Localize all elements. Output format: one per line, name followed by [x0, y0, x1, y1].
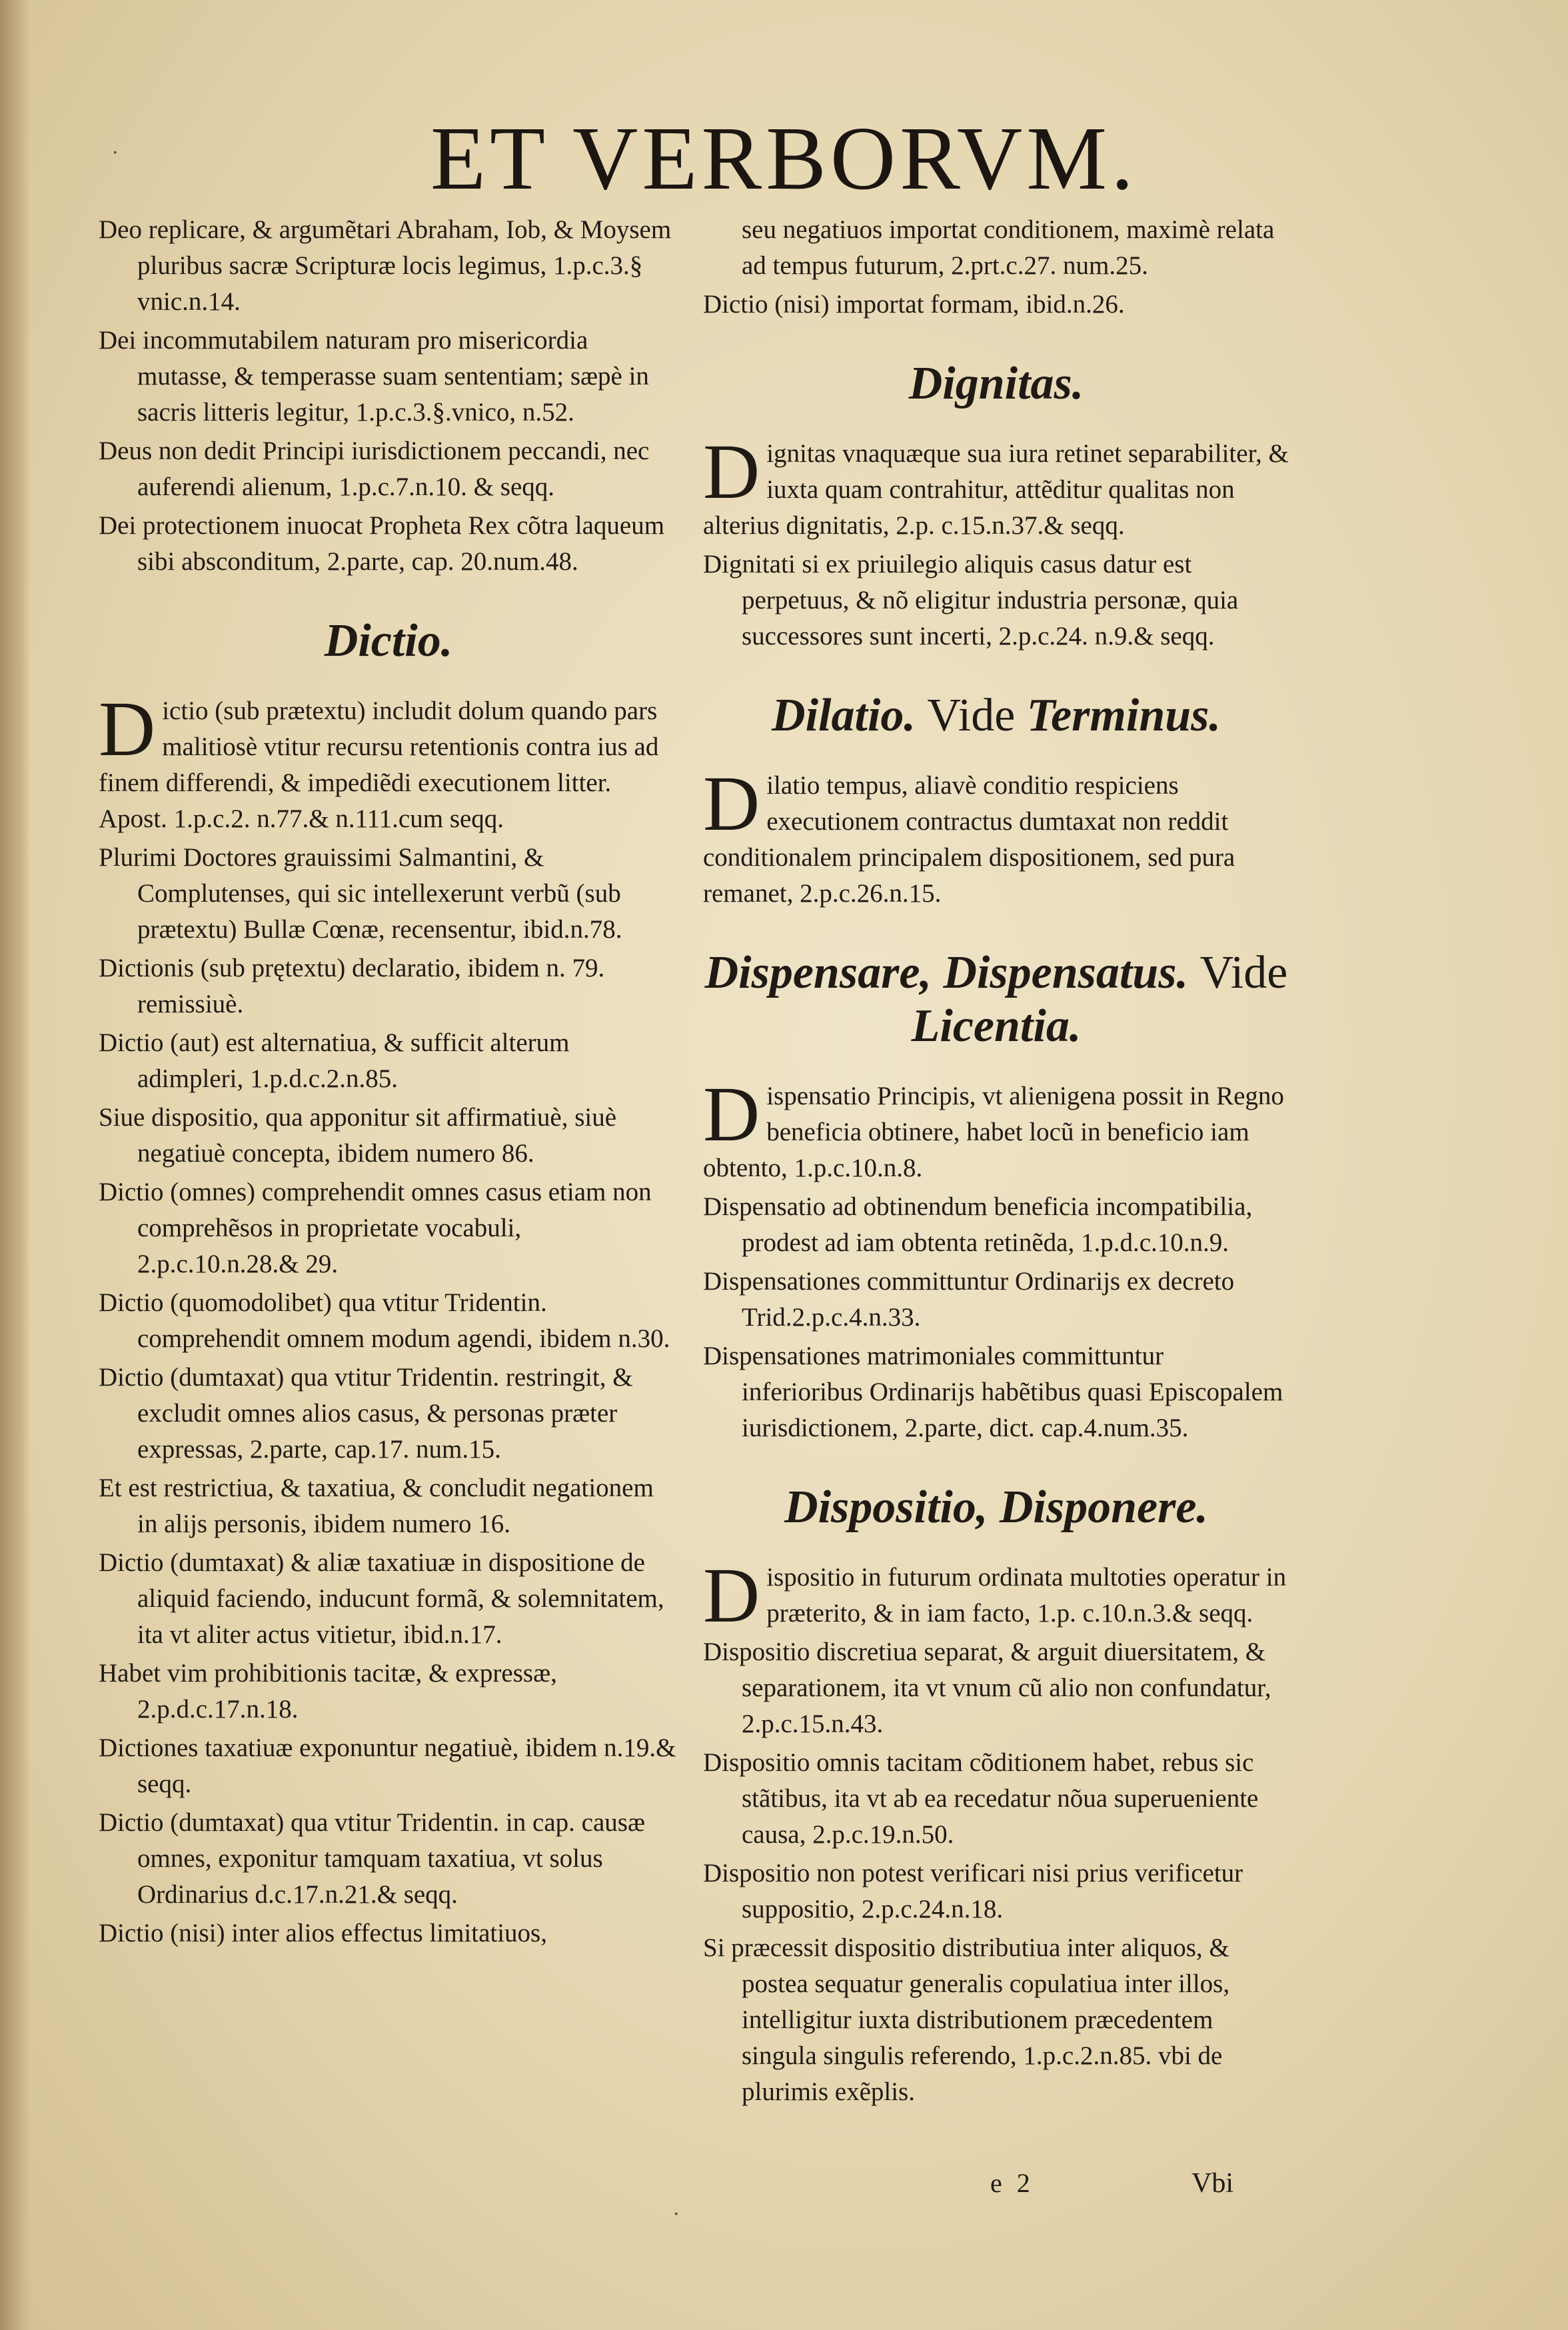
ink-speck: · [112, 141, 119, 165]
index-entry: Dictionis (sub prętextu) declaratio, ibidem n. 79. remissiuè. [99, 954, 605, 1018]
index-entry: Dispensationes matrimoniales committuntur inferioribus Ordinarijs habẽtibus quasi Episcopalem iurisdictionem, 2.parte, dict. cap.4.num.35. [703, 1342, 1283, 1442]
index-entry: Dictio (aut) est alternatiua, & sufficit alterum adimpleri, 1.p.d.c.2.n.85. [99, 1028, 570, 1093]
catchword: Vbi [1191, 2168, 1233, 2199]
index-entry-continuation: seu negatiuos importat conditionem, maximè relata ad tempus futurum, 2.prt.c.27. num.25. [742, 215, 1275, 280]
section-heading [703, 689, 1289, 742]
index-entry-lead [703, 760, 1289, 912]
index-entry: Dei incommutabilem naturam pro misericordia mutasse, & temperasse suam sententiam; sæpè in sacris litteris legitur, 1.p.c.3.§.vnico, n.52. [99, 326, 649, 427]
section-title: Dictio. [324, 615, 453, 666]
index-entry: Dictio (nisi) importat formam, ibid.n.26. [703, 290, 1125, 319]
index-entry: Siue dispositio, qua apponitur sit affirmatiuè, siuè negatiuè concepta, ibidem numero 86. [99, 1103, 617, 1168]
index-entry-lead [703, 1070, 1289, 1186]
index-entry: Et est restrictiua, & taxatiua, & concludit negationem in alijs personis, ibidem numero 16. [99, 1474, 654, 1538]
entry-text: ispositio in futurum ordinata multoties operatur in præterito, & in iam facto, 1.p. c.10.n.3.& seqq. [766, 1563, 1287, 1628]
index-entry: Deus non dedit Principi iurisdictionem peccandi, nec auferendi alienum, 1.p.c.7.n.10. & seqq. [99, 437, 650, 501]
right-column [703, 212, 1289, 2113]
section-heading [703, 1481, 1289, 1534]
index-entry: Dispositio discretiua separat, & arguit diuersitatem, & separationem, ita vt vnum cũ alio non confundatur, 2.p.c.15.n.43. [703, 1638, 1271, 1738]
index-entry-lead [703, 428, 1289, 544]
index-entry: Dictio (omnes) comprehendit omnes casus etiam non comprehẽsos in proprietate vocabuli, 2.p.c.10.n.28.& 29. [99, 1178, 652, 1278]
index-entry: Dispositio omnis tacitam cõditionem habet, rebus sic stãtibus, ita vt ab ea recedatur nõua superueniente causa, 2.p.c.19.n.50. [703, 1748, 1259, 1849]
index-entry: Dictiones taxatiuæ exponuntur negatiuè, ibidem n.19.& seqq. [99, 1734, 676, 1798]
section-heading [703, 357, 1289, 411]
see-also-reference: Licentia. [911, 1000, 1082, 1052]
index-entry: Dei protectionem inuocat Propheta Rex cõtra laqueum sibi absconditum, 2.parte, cap. 20.num.48. [99, 511, 665, 576]
drop-cap: D [703, 1070, 760, 1158]
index-entry: Dignitati si ex priuilegio aliquis casus datur est perpetuus, & nõ eligitur industria personæ, quia successores sunt incerti, 2.p.c.24. n.9.& seqq. [703, 550, 1239, 650]
index-entry: Si præcessit dispositio distributiua inter aliquos, & postea sequatur generalis copulatiua inter illos, intelligitur iuxta distributionem præcedentem singula singulis referendo, 1.p.c.2.n.85. vbi de plurimis exẽplis. [703, 1933, 1230, 2106]
index-entry: Deo replicare, & argumẽtari Abraham, Iob, & Moysem pluribus sacræ Scripturæ locis legimus, 1.p.c.3.§ vnic.n.14. [99, 215, 672, 316]
entry-text: ilatio tempus, aliavè conditio respiciens executionem contractus dumtaxat non reddit conditionalem principalem dispositionem, sed pura remanet, 2.p.c.26.n.15. [703, 771, 1235, 908]
drop-cap: D [703, 1552, 760, 1639]
index-entry-lead [99, 685, 678, 837]
index-entry: Dictio (quomodolibet) qua vtitur Tridentin. comprehendit omnem modum agendi, ibidem n.30. [99, 1288, 670, 1353]
drop-cap: D [703, 760, 760, 847]
section-heading [703, 946, 1289, 1053]
running-header: ET VERBORVM. [430, 109, 1138, 209]
index-entry: Dictio (dumtaxat) & aliæ taxatiuæ in dispositione de aliquid faciendo, inducunt formã, & solemnitatem, ita vt aliter actus vitietur, ibid.n.17. [99, 1548, 664, 1649]
index-entry: Dispositio non potest verificari nisi prius verificetur suppositio, 2.p.c.24.n.18. [703, 1859, 1243, 1923]
drop-cap: D [99, 685, 156, 772]
index-entry: Plurimi Doctores grauissimi Salmantini, & Complutenses, qui sic intellexerunt verbũ (sub prætextu) Bullæ Cœnæ, recensentur, ibid.n.78. [99, 843, 622, 944]
section-title: Dilatio. [772, 690, 916, 741]
index-entry: Dictio (dumtaxat) qua vtitur Tridentin. in cap. causæ omnes, exponitur tamquam taxatiua, vt solus Ordinarius d.c.17.n.21.& seqq. [99, 1808, 645, 1909]
index-entry-lead [703, 1552, 1289, 1639]
section-title: Dispositio, Disponere. [784, 1482, 1208, 1533]
see-also-label: Vide [1199, 947, 1288, 998]
ink-speck: · [673, 2203, 680, 2226]
signature-mark: e 2 [990, 2168, 1034, 2198]
drop-cap: D [703, 428, 760, 515]
index-entry: Dispensatio ad obtinendum beneficia incompatibilia, prodest ad iam obtenta retinẽda, 1.p.d.c.10.n.9. [703, 1192, 1253, 1257]
entry-text: ignitas vnaquæque sua iura retinet separabiliter, & iuxta quam contrahitur, attẽditur qualitas non alterius dignitatis, 2.p. c.15.n.37.& seqq. [703, 439, 1289, 540]
index-entry: Dispensationes committuntur Ordinarijs ex decreto Trid.2.p.c.4.n.33. [703, 1267, 1235, 1332]
entry-text: ispensatio Principis, vt alienigena possit in Regno beneficia obtinere, habet locũ in beneficio iam obtento, 1.p.c.10.n.8. [703, 1082, 1284, 1182]
section-title: Dignitas. [908, 358, 1084, 409]
section-title: Dispensare, Dispensatus. [704, 947, 1189, 998]
index-entry: Dictio (dumtaxat) qua vtitur Tridentin. restringit, & excludit omnes alios casus, & personas præter expressas, 2.parte, cap.17. num.15. [99, 1363, 633, 1464]
left-column [99, 212, 678, 1954]
index-entry: Dictio (nisi) inter alios effectus limitatiuos, [99, 1919, 547, 1947]
section-heading [99, 614, 678, 668]
entry-text: ictio (sub prætextu) includit dolum quando pars malitiosè vtitur recursu retentionis contra ius ad finem differendi, & impediẽdi executionem litter. Apost. 1.p.c.2. n.77.& n.111.cum seqq. [99, 696, 659, 833]
see-also-reference: Terminus. [1026, 690, 1221, 741]
page-edge-shadow [0, 0, 31, 2330]
index-entry: Habet vim prohibitionis tacitæ, & expressæ, 2.p.d.c.17.n.18. [99, 1659, 557, 1724]
see-also-label: Vide [927, 690, 1016, 741]
